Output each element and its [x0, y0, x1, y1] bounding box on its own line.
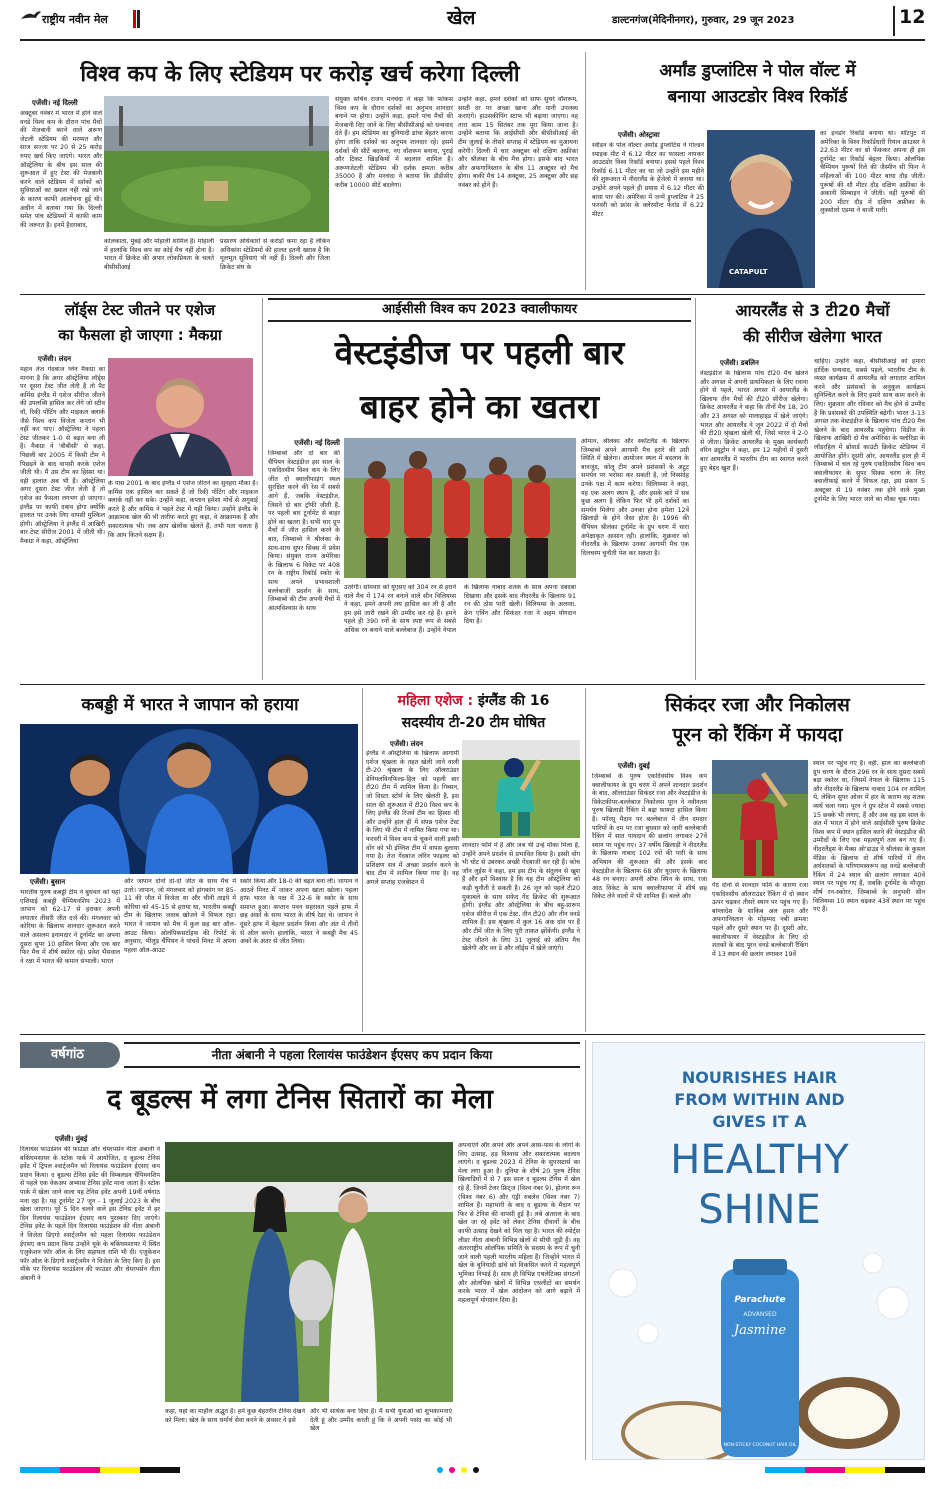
lords-col-1: महान तेज गेंदबाज ग्लेन मैकग्रा का मानना है कि अगर ऑस्ट्रेलिया लॉर्ड्स पर दूसरा टेस्ट जीत लेती है तो पैट कमिंस इंग्लैंड में एशेज सीरीज जीतने की उपलब्धि हासिल कर लेंगे जो स्टीव वॉ, रिकी पोंटिंग और माइकल क्लार्क जैसे विश्व कप विजेता कप्तान भी नहीं कर पाए। ऑस्ट्रेलिया ने पहला टेस्ट जीतकर 1-0 से बढ़त बना ली है। मैकग्रा ने 'बीबीसी' से कहा, पिछली बार 2005 में किसी टीम ने पिछड़ने के बाद वापसी करके एशेज जीती थी। मैं उस टीम का हिस्सा था। वही हालात अब भी हैं। ऑस्ट्रेलिया अगर दूसरा टेस्ट जीत लेती है तो एशेज का फैसला लगभग हो जाएगा। इंग्लैंड पर काफी दबाव होगा क्योंकि हालात पर उनके लिए वापसी मुश्किल होगी। ऑस्ट्रेलिया ने इंग्लैंड में आखिरी बार टेस्ट सीरीज 2001 में जीती थी। मैकग्रा ने कहा, ऑस्ट्रेलिया — [20, 366, 105, 545]
byline-westindies: एजेंसी। नई दिल्ली — [294, 439, 340, 447]
headline-westindies-2: बाहर होने का खतरा — [359, 387, 599, 426]
byline-delhi: एजेंसी। नई दिल्ली — [32, 99, 78, 107]
headline-duplantis-2: बनाया आउटडोर विश्व रिकॉर्ड — [667, 87, 848, 107]
byline-duplantis: एजेंसी। ओस्ट्रावा — [618, 131, 660, 139]
headline-delhi-stadium: विश्व कप के लिए स्टेडियम पर करोड़ खर्च करेगा दिल्ली — [80, 62, 520, 87]
paper-name: राष्ट्रीय नवीन मेल — [42, 13, 108, 26]
sikandar-col-3: स्थान पर पहुंच गए हैं। वहीं, हाल का बल्लेबाजी ग्रुप चरण के दौरान 296 रन के साथ दूसरा सबसे बड़ा स्कोरर था, जिसमें नेपाल के खिलाफ 115 और नीदरलैंड के खिलाफ नाबाद 104 रन शामिल थे, लेकिन सुपर ओवर में हार के कारण वह शतक व्यर्थ चला गया। पूरन ने ग्रुप स्टेज में सबसे ज्यादा 15 छक्के भी लगाए, हैं और अब वह इस साल के अंत में भारत में होने वाले आईसीसी पुरुष क्रिकेट विश्व कप में स्थान हासिल करने की वेस्टइंडीज की उम्मीदों के लिए एक महत्वपूर्ण तत्व बन गए हैं। नीदरलैंड्स के मैक्स ओ'डाउड ने श्रीलंका के कुसल मेंडिस के खिलाफ दो शीर्ष पारियों में तीन अर्धशतकों के परिणामस्वरूप वह वनडे बल्लेबाजी रैंकिंग में 24 स्थान की छलांग लगाकर 40वें स्थान पर पहुंच गए हैं, जबकि टूर्नामेंट के मौजूदा शीर्ष रन-स्कोरर, जिम्बाब्वे के अनुभवी सीन विलियम्स 10 स्थान चढ़कर 43वें स्थान पर पहुंच गए हैं। — [813, 760, 925, 914]
headline-ireland-2: की सीरीज खेलेगा भारत — [743, 327, 882, 346]
headline-westindies-1: वेस्टइंडीज पर पहली बार — [334, 333, 625, 372]
ad-big-2: SHINE — [698, 1187, 821, 1233]
delhi-col-1: अक्टूबर नवंबर में भारत में होने वाले वनडे विश्व कप के दौरान पांच मैचों की मेजबानी करने वाले अरूण जेटली स्टेडियम की मरम्मत और साज सज्जा पर 20 से 25 करोड़ रुपए खर्च किए जाएंगे। भारत और ऑस्ट्रेलिया के बीच इस साल की शुरूआत में हुए टेस्ट की मेजबानी करने वाले स्टेडियम में दर्शकों को सुविधाओं का ख्याल नहीं रखे जाने के कारण काफी आलोचना हुई थी। अधीन में बताया गया कि दिल्ली समेत पांच स्टेडियमों में काफी काम की जरूरत है। इनमें हैदराबाद, — [20, 110, 102, 229]
masthead-divider-icon — [132, 10, 142, 28]
byline-kabaddi: एजेंसी। बुसान — [30, 878, 66, 886]
ireland-col-2: चाहिए। उन्होंने कहा, बीसीसीआई को हमारा हार्दिक धन्यवाद, सबसे पहले, भारतीय टीम के व्यस्त कार्यक्रम में आयरलैंड को लगातार शामिल करने और प्रशंसकों के अनुकूल कार्यक्रम सुनिश्चित करने के लिए हमारे साथ काम करने के लिए। शुक्रवार और रविवार को मैच होने से उम्मीद है कि प्रशंसकों की उपस्थिति बढ़ेगी। भारत 3-13 अगस्त तक वेस्टइंडीज के खिलाफ पांच टी20 मैच खेलने के बाद आयरलैंड पहुंचेगा। विंडीज के खिलाफ आखिरी दो मैच अमेरिका के फ्लोरिडा के लॉडरहिल में ब्रोवार्ड काउंटी क्रिकेट स्टेडियम में आयोजित होंगे। दूसरी ओर, आयरलैंड हाल ही में जिम्बाब्वे में चल रहे पुरुष एकदिवसीय विश्व कप क्वालीफायर के सुपर सिक्स चरण के लिए क्वालीफाई करने में विफल रहा, इस प्रकार 5 अक्टूबर से 19 नवंबर तक होने वाले मुख्य टूर्नामेंट के लिए भारत जाने का मौका चूक गया। — [814, 358, 925, 503]
jasmine-flowers-graphic — [593, 1243, 925, 1460]
headline-nita: द बूडल्स में लगा टेनिस सितारों का मेला — [106, 1084, 494, 1115]
page-number: 12 — [899, 6, 926, 28]
bird-logo-icon — [20, 9, 42, 23]
byline-women-ashes: एजेंसी। लंदन — [390, 740, 424, 748]
photo-caption-catapult: CATAPULT — [729, 268, 768, 276]
ad-big-1: HEALTHY — [670, 1137, 849, 1183]
women-ashes-col-2: शानदार फॉर्म में हैं और जब भी उन्हें मौका मिला है, उन्होंने अपने प्रदर्शन से प्रभावित किया है। इस्सी वोंग भी चोट से उबरकर अच्छी गेंदबाजी कर रही हैं। कोच जॉन लुईस ने कहा, हम इस टीम के संतुलन से खुश हैं और हमें विश्वास है कि यह टीम ऑस्ट्रेलिया को कड़ी चुनौती दे सकती है। 26 जून को पहले टी20 मुकाबले के साथ सफेद गेंद क्रिकेट की शुरूआत होगी। इंग्लैंड और ऑस्ट्रेलिया के बीच बहु-प्रारूप एशेज सीरीज में एक टेस्ट, तीन टी20 और तीन वनडे शामिल हैं। इस श्रृंखला में कुल 16 अंक दांव पर हैं और टीमें जीत के लिए पूरी ताकत झोंकेंगी। इंग्लैंड ने टेस्ट जीतने के लिए 31 जुलाई को अंतिम मैच खेलेगी और वन डे और लॉर्ड्स में खेले जाएंगे। — [462, 842, 580, 953]
headline-ireland-1: आयरलैंड से 3 टी20 मैचों — [735, 301, 890, 320]
delhi-col-3: प्रसारण अधिकारों से करोड़ों कमा रहा है लेकिन अधिकांश स्टेडियमों की हालत इतनी खराब है कि मूलभूत सुविधाएं भी नहीं हैं। दिल्ली और जिला क्रिकेट संघ के — [220, 238, 330, 271]
nita-tag: वर्षगांठ — [51, 1047, 84, 1062]
nita-col-3: और भी सार्थक बना दिया है। मैं सभी युवाओं को शुभकामनाएं देती हूं और उम्मीद करती हूं कि वे अपनी पसंद का कोई भी खेल — [310, 1408, 452, 1433]
headline-women-ashes-line1 — [366, 690, 581, 712]
headline-women-ashes-rest: इंग्लैंड की 16 — [478, 693, 550, 709]
dateline: डाल्टनगंज(मेदिनीनगर), गुरुवार, 29 जून 2023 — [612, 15, 795, 26]
duplantis-col-2: का इनडोर रिकॉर्ड बनाया था। शॉटपुट में अमेरिका के विश्व रिकॉर्डधारी रियान क्राउसर ने 22.63 मीटर का थ्रो फेंककर अपना ही इस टूर्नामेंट का रिकॉर्ड बेहतर किया। ओलंपिक चैम्पियन पुरूषों रिले की जैस्मीन सी फिन ने महिलाओं की 100 मीटर बाधा दौड़ जीती। पुरूषों की सौ मीटर दौड़ दक्षिण अफ्रीका के अकानी सिम्बाइन ने जीती। वहीं पुरूषों की 200 मीटर दौड़ में दक्षिण अफ्रीका के लुक्सोलो एडम्स ने बाजी मारी। — [820, 130, 925, 215]
sikandar-col-1: जिम्बाब्वे के पुरुष एकदिवसीय विश्व कप क्वालीफायर के ग्रुप चरण में अपने शानदार प्रदर्शन के बाद, ऑलराउंडर सिकंदर रजा और वेस्टइंडीज के विकेटकीपर-बल्लेबाज निकोलस पूरन ने नवीनतम पुरुष खिलाड़ी रैंकिंग में बढ़ा फायदा हासिल किया है। फॉरसू मैदान पर बल्लेबाज में तीन दमदार पारियों के दम पर रजा बुधवार को जारी बल्लेबाजी रैंकिंग में सात पायदान की छलांग लगाकर 27वें स्थान पर पहुंच गए। 37 वर्षीय खिलाड़ी ने नीदरलैंड के खिलाफ नाबाद 102 रनों की पारी के साथ अभियान की शुरूआत की और इसके बाद वेस्टइंडीज के खिलाफ 68 और यूएसए के खिलाफ 48 रन बनाए। अपनी ऑफ स्पिन के साथ, रजा आठ विकेट के साथ क्वालीफायर में शीर्ष छह विकेट लेने वालों में भी शामिल हैं। बल्ले और — [592, 773, 707, 901]
kabaddi-col-3: स्कोर किया और 18-0 की बढ़त बना ली। जापान ने आठवें मिनट में जाकर अपना खाता खोला। पहला हाफ भारत के पक्ष में 32-6 के स्कोर के साथ समाप्त हुआ। कप्तान पवन सहरावत पहले हाफ में छह अंकों के साथ भारत के शीर्ष रेडर थे। जापान ने दूसरे हाफ में बेहतर प्रदर्शन किया और अंत में तीनों से ऑल करने। हालांकि, भारत ने कबड्डी मैच 45 अंकों के अंतर से जीत लिया। — [240, 878, 358, 946]
westindies-col-2: उतरेगी। सोमवार को यूएसए को 304 रन से हराने वाले मैच में 174 रन बनाने वाले सीन विलियम्स ने कहा, हमने अपनी लय हासिल कर ली है और हम इसे जारी रखने की उम्मीद कर रहे हैं। हमने पहले ही 390 रनों के साथ स्पष्ट रूप से सबसे अधिक रन बनाने वाले बल्लेबाज हैं। उन्होंने नेपाल के खिलाफ नाबाद शतक के साथ अपना दबदबा दिखाया और इसके बाद नीदरलैंड के खिलाफ 91 रन की ठोस पारी खेली। विलियम्स के अलावा, क्रेग एर्विन और सिकंदर रजा ने अहम योगदान दिया है। — [344, 584, 576, 634]
kabaddi-col-2: और जापान दोनों दो-दो जीत के साथ मैच में उतरे। जापान, जो मंगलवार को हांगकांग पर 85-11 की जीत में विजेता था और चीनी ताइपे में कोरिया को 45-15 से हराया था, भारतीय कबड्डी टीम के खिलाफ जवाब खोजने में विफल रहा। भारत ने जापान को मैच में कुल छह बार ऑल-आउट किया। ओलंपिकसर्टाइफ की रिपोर्ट के अनुसार, भीलुड़ चैंपियन ने पांचवें मिनट में अपना पहला ऑल-आउट — [124, 878, 236, 954]
ad-line-1: NOURISHES HAIR — [681, 1068, 838, 1087]
nita-col-1: रिलायंस फाउंडेशन की फाउंडर और चेयरपर्सन नीता अंबानी ने बकिंघमशायर के स्टोक पार्क में आयोजित, द बूडल्स टेनिस इवेंट में ट्रिपल श्वार्ट्जमैन को रिलायंस फाउंडेशन ईएसए कप प्रदान किया। द बूडल्स टेनिस इवेंट की विम्बलडन चैंपियनशिप से पहले एक वेकअप अभ्यास टेनिस इवेंट माना जाता है। स्टोक पार्क में खेला जाने वाला यह टेनिस इवेंट अपनी 19वीं वर्षगांठ मना रहा है। यह टूर्नामेंट 27 जून - 1 जुलाई 2023 के बीच खेला जाएगा। पूरे 5 दिन चलने वाले इस टेनिस इवेंट में हर दिन रिलायंस फाउंडेशन ईएसए कप पुरस्कार दिए जाएंगे। टेनिस इवेंट के पहले दिन रिलायंस फाउंडेशन की नीता अंबानी ने विजेता डिएगो श्वार्ट्जमैन को पहला रिलायंस फाउंडेशन ईएसए कप प्रदान किया उन्होंने यूके के बकिंघमशायर में स्थित एजुकेशन फॉर ऑल के लिए सहायता राशि भी दी। एजुकेशन फॉर ऑल के डिएगो श्वार्ट्जमैन ने विजेता के लिए किए हैं। इस मौके पर रिलायंस फाउंडेशन की फाउंडर और चेयरपर्सन नीता अंबानी ने — [20, 1146, 160, 1282]
section-name: खेल — [447, 7, 476, 29]
mcgrath-photo — [108, 358, 253, 476]
england-batter-photo — [462, 740, 580, 838]
byline-sikandar: एजेंसी। दुबई — [618, 762, 650, 770]
ad-product: Jasmine — [733, 1323, 787, 1338]
byline-ireland: एजेंसी। डबलिन — [720, 359, 759, 367]
westindies-col-1: जिम्बाब्वे और दो बार की चैंपियन वेस्टइंडीज इस साल के एकदिवसीय विश्व कप के लिए जीत दो क्वालीफाइंग स्थल सुरक्षित करने की रेस में सबसे आगे हैं, जबकि वेस्टइंडीज, जिसने दो बार ट्रॉफी जीती है, पर पहली बार टूर्नामेंट से बाहर होने का खतरा है। सभी चार ग्रुप मैचों में जीत हासिल करने के बाद, जिम्बाब्वे ने श्रीलंका के साथ-साथ सुपर सिक्स में प्रवेश किया। संयुक्त राज्य अमेरिका के खिलाफ 6 विकेट पर 408 रन के राष्ट्रीय रिकॉर्ड स्कोर के साथ अपने प्रभावशाली बल्लेबाजी प्रदर्शन के साथ, जिम्बाब्वे की टीम अपनी मैचों में आत्मविश्वास के साथ — [268, 450, 340, 612]
headline-lords-2: का फैसला हो जाएगा : मैकग्रा — [58, 326, 222, 344]
headline-sikandar-1: सिकंदर रजा और निकोलस — [665, 694, 850, 716]
ad-line-3: GIVES IT A — [712, 1112, 807, 1131]
masthead — [0, 0, 945, 42]
masthead-rule — [20, 39, 925, 41]
lords-col-2: के पास 2001 के बाद इंग्लैंड में एशेज जीतने का सुनहरा मौका है। कमिंस एक हासिल कर सकते हैं जो रिकी पोंटिंग और माइकल क्लार्क नहीं कर सके। उन्होंने कहा, कप्तान हमेशा मोर्चे से अगुवाई करते हैं और कमिंस ने पहले टेस्ट में यही किया। उन्होंने इंग्लैंड के आक्रामक खेल की भी तारीफ करते हुए कहा, वे आक्रामक हैं और सकारात्मक भी। जब आप खेलोंक खेलते हैं, तभी पता चलता है कि आप कितने सक्षम हैं। — [108, 480, 258, 539]
ad-brand: Parachute — [734, 1295, 786, 1305]
nita-col-2: कहा, यहां का माहौल अद्भुत है। हमें कुछ बेहतरीन टेनिस देखने को मिला। खेल के साथ धर्मार्थ सेवा करने के अवसर ने इसे — [165, 1408, 305, 1424]
zimbabwe-team-photo — [344, 438, 576, 578]
headline-women-ashes-line2: सदस्यीय टी-20 टीम घोषित — [401, 715, 546, 731]
ad-line-2: FROM WITHIN AND — [674, 1090, 845, 1109]
headline-lords-1: लॉर्ड्स टेस्ट जीतने पर एशेज — [64, 301, 216, 319]
byline-lords: एजेंसी। लंदन — [38, 355, 72, 363]
headline-kabaddi: कबड्डी में भारत ने जापान को हराया — [81, 695, 299, 715]
delhi-col-5: उन्होंने कहा, हमने दर्शकों को साफ सुथरे वॉशरूम, सस्ती दर पर अच्छा खाना और पानी उपलब्ध कराएंगे। हाउसकीपिंग स्टाफ भी बढ़ाया जाएगा। वह तारा काम 15 सितंबर तक पूरा किया जाना है। उन्होंने बताया कि आईसीसी और बीसीसीआई की टीम जुलाई के तीसरे सप्ताह में स्टेडियम का मुआयना करेगी। दिल्ली में चार अक्टूबर को दक्षिण अफ्रीका और श्रीलंका के बीच मैच होगा। इसके बाद भारत और अफगानिस्तान के बीच 11 अक्टूबर को मैच होगा। बाकी मैच 14 अक्टूबर, 25 अक्टूबर और छह नवंबर को होने हैं। — [458, 96, 578, 189]
duplantis-photo — [707, 130, 815, 288]
parachute-ad — [592, 1042, 925, 1460]
kabaddi-col-1: भारतीय पुरुष कबड्डी टीम ने बुधवार को यहां एशियाई कबड्डी चैम्पियनशिप 2023 में जापान को 62-17 से हराकर अपनी लगातार तीसरी जीत दर्ज की। मंगलवार को कोरिया के खिलाफ शानदार शुरूआत करने वाले असलम इनामदार ने टूर्नामेंट का अपना दूसरा सुपर 10 हासिल किया और एक बार फिर मैच में शीर्ष स्कोरर रहे। प्रवेश भैंसवाल ने रक्षा में भारत की कमान संभाली। भारत — [20, 889, 120, 965]
delhi-col-4: संयुक्त सचिव राजन मनचंदा ने कहा कि फोकस विश्व कप के दौरान दर्शकों का अनुभव शानदार बनाने पर होगा। उन्होंने कहा, हमारे पांच मैचों की मेजबानी दिए जाने के लिए बीसीसीआई को धन्यवाद देते हैं। हम स्टेडियम का बुनियादी ढांचा बेहतर करना होगा ताकि दर्शकों का अनुभव शानदार रहे। इसमें दर्शकों की सीटें बदलना, नए वॉशरूम बनाना, पुराई और टिकट खिड़कियों में बदलाव शामिल है। अरूणजेटली स्टेडियम की दर्शक क्षमता करीब 35000 है और मनचंदा ने बताया कि डीडीसीए करीब 10000 सीटें बदलेगा। — [335, 96, 453, 189]
nita-kicker: नीता अंबानी ने पहला रिलायंस फाउंडेशन ईएसए कप प्रदान किया — [211, 1048, 493, 1062]
headline-sikandar-2: पूरन को रैंकिंग में फायदा — [672, 724, 843, 746]
byline-nita: एजेंसी। मुंबई — [55, 1135, 88, 1143]
delhi-col-2: कोलकाता, मुंबई और मोहाली शामिल हैं। मोहाली में हालांकि विश्व कप का कोई मैच नहीं होना है। भारत में क्रिकेट की अपार लोकप्रियता के चलते बीसीसीआई — [104, 238, 214, 271]
women-ashes-col-1: इंग्लैंड ने ऑस्ट्रेलिया के खिलाफ आगामी एशेज श्रृंखला के तहत खेली जाने वाली टी-20 श्रृंखला के लिए ऑलराउंडर डेनियलविनफिल्ड-हिल को पहली बार टी20 टीम में शामिल किया है। गिब्सन, जो विस्टर स्टोर्म के लिए खेलती हैं, इस साल की शुरूआत में टी20 विश्व कप के लिए इंग्लैंड की रिजर्व टीम का हिस्सा थीं और उन्होंने हाल ही में संपन्न एशेज टेस्ट के लिए भी टीम में नामित किया गया था। फरवरी में विश्व कप से चूकने वाली इस्सी वोंग को भी इंग्लिश टीम में वापस बुलाया गया है। तेज गेंदबाज लॉरेन फाइलर को प्रशिक्षण सत्र में अच्छा प्रदर्शन करने के बाद टीम में शामिल किया गया है। वह अगले सप्ताह एजबेस्टन में — [366, 750, 459, 886]
westindies-col-3: ओमान, श्रीलंका और स्कॉटलैंड के खिलाफ जिम्बाब्वे अपने आगामी मैच हरारे की उसी स्थिति में खेलेगा। आयोजन स्थल में बदलाव के बावजूद, कोलू टीम अपने प्रशंसकों के अटूट समर्थन पर भरोसा कर सकती है, जो निस्संदेह उनके पक्ष में काम करेगा। विलियम्स ने कहा, यह एक अलग स्थान है, और इसके बारे में सब कुछ अलग है लेकिन फिर भी हमें दर्शकों का समर्थन मिलेगा और उनका होना हमेशा 12वें खिलाड़ी के होने जैसा होता है। 1996 की चैंपियन श्रीलंका टूर्नामेंट के ग्रुप चरण में चारा अपेक्षाकृत आसान रही। हालांकि, शुक्रवार को नीदरलैंड के खिलाफ उनका आगामी मैच एक दिलचस्प चुनौती पेश कर सकता है। — [581, 438, 689, 557]
printer-registration-strip — [20, 1466, 925, 1474]
ireland-col-1: वेस्टइंडीज के खिलाफ पांच टी20 मैच खेलने और अगस्त में अपनी प्राथमिकता के लिए रवाना होने से पहले, भारत अगस्त में आयरलैंड के खिलाफ तीन मैचों की टी20 सीरीज खेलेगा। क्रिकेट आयरलैंड ने कहा कि तीनों मैच 18, 20 और 23 अगस्त को मालाहाइड में खेले जाएंगे। भारत और आयरलैंड ने जून 2022 में दो मैचों की टी20 श्रृंखला खेली थी, जिसे भारत ने 2-0 से जीता। क्रिकेट आयरलैंड के मुख्य कार्यकारी वॉरेन ड्यूट्रोम ने कहा, हम 12 महीनों में दूसरी बार आयरलैंड में भारतीय टीम का स्वागत करते हुए बेहद खुश हैं। — [700, 370, 808, 472]
kabaddi-players-photo — [20, 724, 358, 874]
ad-tagline: NON-STICKY COCONUT HAIR OIL — [723, 1443, 797, 1448]
stadium-photo — [104, 96, 329, 232]
duplantis-col-1: स्वीडन के पोल वॉल्टर अर्मांड डुप्लांटिस ने गोल्डन स्पाइक मीट में 6.12 मीटर का फासला नापकर आउटडोर विश्व रिकॉर्ड बनाया। इससे पहले विश्व रिकॉर्ड 6.11 मीटर का था जो उन्होंने इस महीने की शुरूआत में नीदरलैंड के हेंजेलो में बनाया था। उन्होंने अपने पहले ही प्रयास में 6.12 मीटर की बाधा पार की। अमेरिका में जन्में डुप्लांटिस ने 25 फरवरी को फ्रांस के क्लेरमॉन्ट फेरांड में 6.22 मीटर — [592, 142, 704, 218]
sikandar-raza-photo — [712, 760, 808, 878]
headline-women-ashes-prefix: महिला एशेज : — [397, 693, 474, 709]
sikandar-col-2: गेंद दोनों से शानदार फॉर्म के कारण रजा एकदिवसीय ऑलराउंडर रैंकिंग में दो स्थान ऊपर चढ़कर तीसरे स्थान पर पहुंच गए हैं। बांग्लादेश के शाकिब अल हसन और अफगानिस्तान के मोहम्मद नबी क्रमशः पहले और दूसरे स्थान पर हैं। दूसरी ओर, क्वालीफायर में वेस्टइंडीज के लिए दो शतकों के बाद पूरन वनडे बल्लेबाजी रैंकिंग में 13 स्थान की छलांग लगाकर 19वें — [712, 882, 808, 958]
kicker-westindies: आईसीसी विश्व कप 2023 क्वालीफायर — [381, 302, 578, 317]
nita-ambani-trophy-photo — [165, 1142, 453, 1402]
nita-col-4: अपनाएंगे और अपने और अपने आस-पास के लोगों के लिए उत्साह, हड़ विश्वास और सकारात्मक बदलाव लाएंगे। द बूडल्स 2023 में टेनिस के सुपरस्टार्स का मेला लगा हुआ है। दुनिया के शीर्ष 20 पुरुष टेनिस खिलाड़ियों में से 7 इस साल द बूडल्स टेनिस में खेल रहे हैं, जिनमें टेलर फ्रिट्ज (विश्व नंबर 9), होल्गर रून (विश्व नंबर 6) और एंड्री रुबलेव (विश्व नंबर 7) शामिल हैं। महाभारी के बाद द बूडल्स के मैदान पर फिर से टेनिस की वापसी हुई है। लंबे अंतराल के बाद खेल जा रहे इवेंट को लेकर टेनिस दीवानों के बीच काफी उत्साह देखने को मिल रहा है। भारत की स्पोर्ट्स लीडर नीता अंबानी विभिन्न खेलों से सीधी जुड़ी हैं। वह अंतरराष्ट्रीय ओलंपिक समिति के सदस्य के रूप में चुनी जाने वाली पहली भारतीय महिला हैं। जिन्होंने भारत में खेल के बुनियादी ढांचे को विकसित करने में महत्वपूर्ण भूमिका निभाई है। साथ ही विभिन्न एथलेटिक्स संगठनों और ओलंपिक खेलों में विभिन्न एथलीटों का समर्थन करके भारत में खेल आंदोलन को आगे बढ़ाने में महत्वपूर्ण योगदान दिया है। — [458, 1142, 580, 1304]
headline-duplantis-1: अर्मांड डुप्लांटिस ने पोल वॉल्ट में — [659, 61, 856, 81]
ad-sub: ADVANSED — [743, 1311, 777, 1318]
